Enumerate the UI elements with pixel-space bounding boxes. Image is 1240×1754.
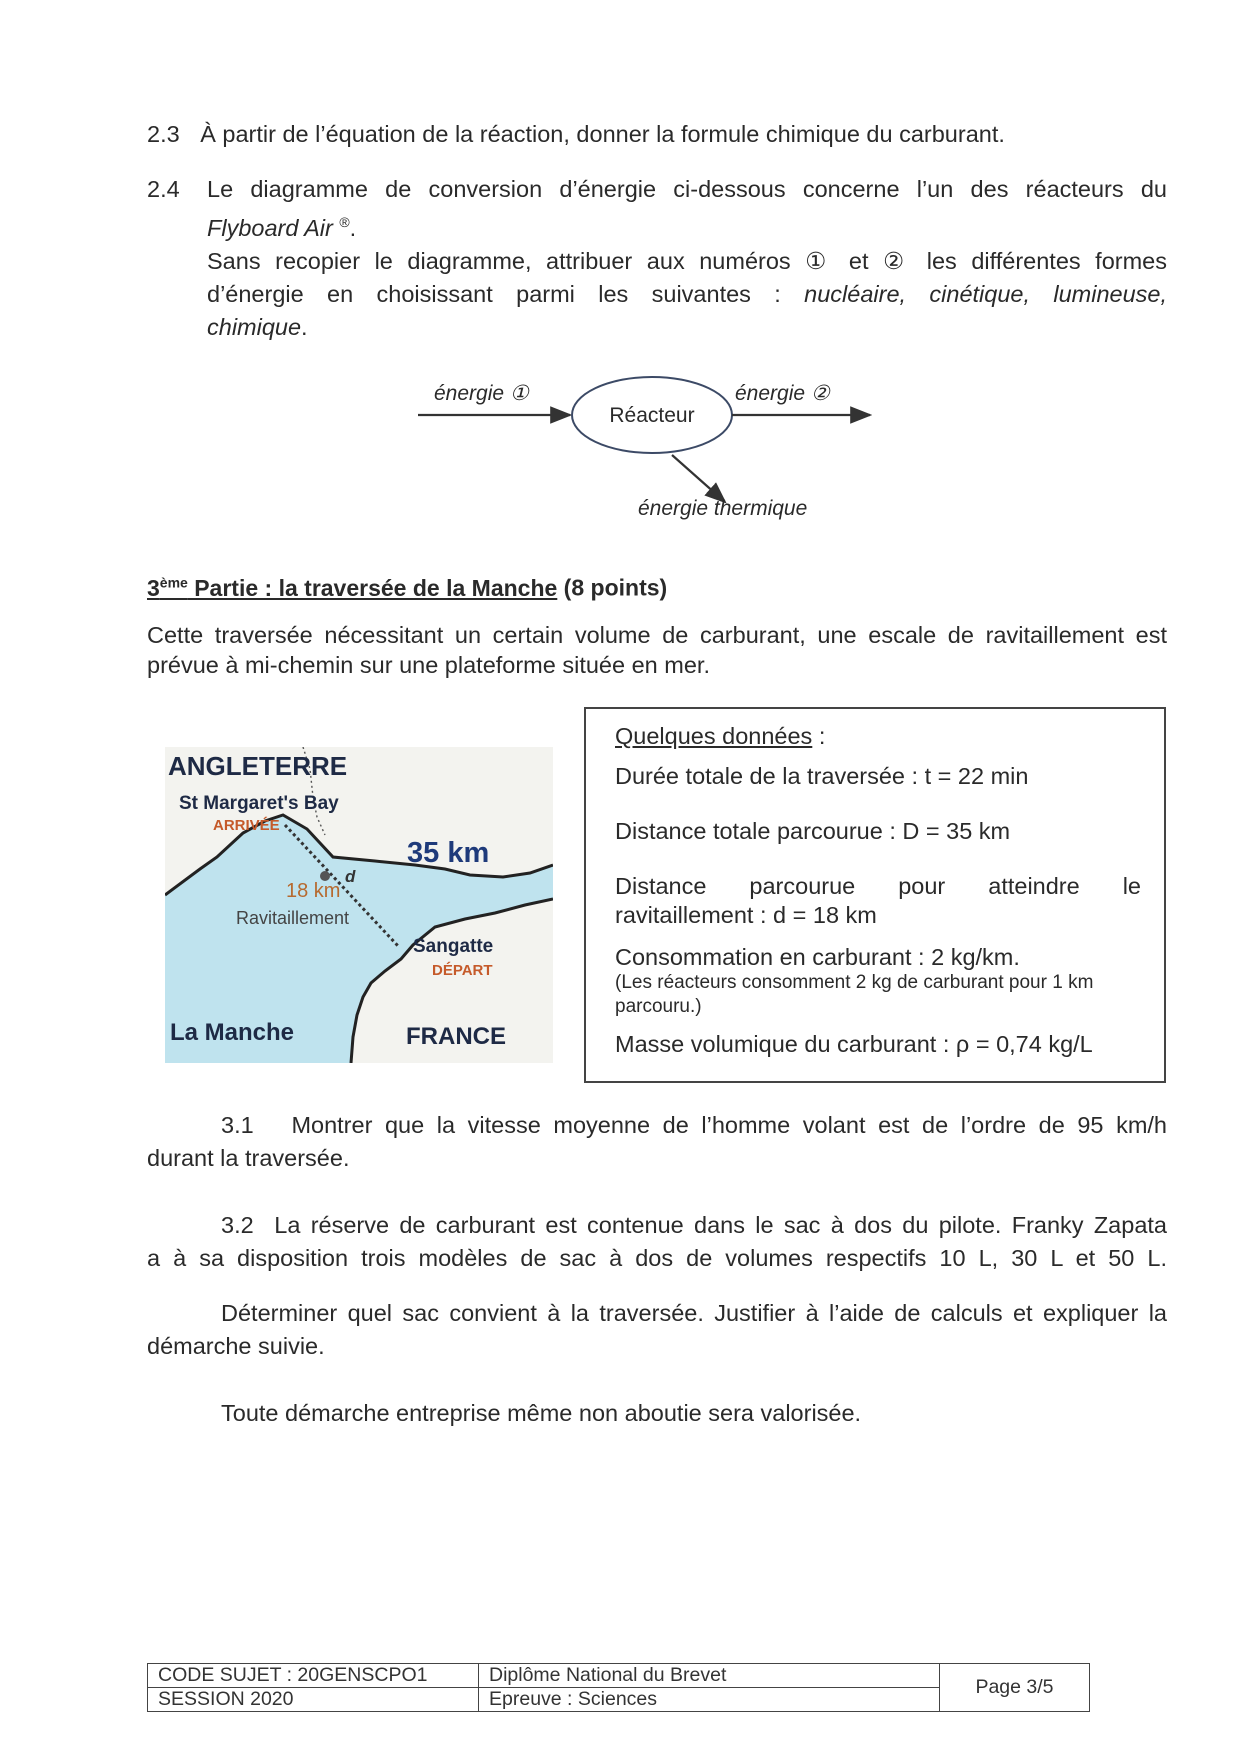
- footer-epreuve: Epreuve : Sciences: [479, 1688, 940, 1712]
- question-3-2-instruction: [147, 1297, 1167, 1363]
- question-2-4: [207, 173, 1167, 344]
- map-label-angleterre: ANGLETERRE: [168, 751, 348, 781]
- data-consumption: Consommation en carburant : 2 kg/km.: [615, 944, 1020, 970]
- map-label-18km: 18 km: [286, 880, 341, 902]
- question-3-1: [147, 1109, 1167, 1175]
- text: Sans recopier le diagramme, attribuer aux numéros: [207, 247, 791, 274]
- output-energy-label: énergie ②: [735, 382, 830, 405]
- question-3-2: [147, 1209, 1167, 1275]
- question-2-4-number: 2.4: [147, 176, 180, 202]
- input-energy-label: énergie ①: [434, 382, 529, 405]
- map-label-france: FRANCE: [406, 1023, 506, 1050]
- part3-intro: Cette traversée nécessitant un certain volume de carburant, une escale de ravitaillement est prévue à mi-chemin sur une plateforme située en mer.: [147, 622, 1167, 678]
- question-number: 3.1: [221, 1112, 254, 1138]
- question-text: La réserve de carburant est contenue dans le sac à dos du pilote. Franky Zapata: [274, 1212, 1167, 1238]
- data-duration: Durée totale de la traversée : t = 22 min: [615, 763, 1029, 789]
- question-line: durant la traversée.: [147, 1145, 350, 1171]
- question-line: [207, 278, 1167, 311]
- data-density: Masse volumique du carburant : ρ = 0,74 kg/L: [615, 1031, 1093, 1057]
- map-label-st-margaret: St Margaret's Bay: [179, 793, 339, 814]
- question-2-3: [147, 118, 1005, 151]
- text: les différentes formes: [926, 247, 1168, 274]
- part-points: (8 points): [557, 574, 668, 601]
- energy-options: nucléaire, cinétique, lumineuse,: [804, 280, 1167, 307]
- map-label-ravitaillement: Ravitaillement: [236, 908, 350, 928]
- map-label-sangatte: Sangatte: [413, 936, 494, 957]
- data-partial-distance-line2: ravitaillement : d = 18 km: [615, 902, 877, 928]
- question-line: Déterminer quel sac convient à la traversée. Justifier à l’aide de calculs et expliquer la: [221, 1300, 1167, 1326]
- map-label-manche: La Manche: [170, 1019, 295, 1046]
- question-line: a à sa disposition trois modèles de sac à dos de volumes respectifs 10 L, 30 L et 50 L.: [147, 1245, 1167, 1271]
- part-superscript: ème: [159, 574, 188, 590]
- data-consumption-note: (Les réacteurs consomment 2 kg de carburant pour 1 km parcouru.): [615, 972, 1094, 1017]
- data-box: [584, 707, 1166, 1083]
- circled-one: ①: [805, 247, 835, 274]
- data-title-text: Quelques données: [615, 723, 813, 749]
- data-total-distance: Distance totale parcourue : D = 35 km: [615, 818, 1011, 844]
- footer-diplome: Diplôme National du Brevet: [479, 1664, 940, 1688]
- question-text: Montrer que la vitesse moyenne de l’homme volant est de l’ordre de 95 km/h: [291, 1112, 1167, 1138]
- question-number: 3.2: [221, 1212, 254, 1238]
- question-text: À partir de l’équation de la réaction, donner la formule chimique du carburant.: [200, 121, 1005, 147]
- question-line: Le diagramme de conversion d’énergie ci-dessous concerne l’un des réacteurs du: [207, 176, 1167, 202]
- evaluation-note: Toute démarche entreprise même non aboutie sera valorisée.: [221, 1400, 862, 1426]
- data-box-title: [615, 721, 825, 751]
- question-number: 2.3: [147, 121, 180, 147]
- footer-page: Page 3/5: [940, 1664, 1090, 1712]
- map-label-distance: 35 km: [407, 837, 490, 869]
- thermal-arrow: [672, 455, 725, 502]
- circled-two: ②: [883, 247, 913, 274]
- question-line: [207, 311, 1167, 344]
- text: d’énergie en choisissant parmi les suivantes :: [207, 280, 781, 307]
- product-name: Flyboard Air: [207, 214, 333, 241]
- part3-heading: [147, 567, 667, 603]
- footer-session: SESSION 2020: [148, 1688, 479, 1712]
- map-label-arrivee: ARRIVÉE: [213, 817, 280, 834]
- map-label-depart: DÉPART: [432, 962, 493, 979]
- question-line: [147, 1109, 1167, 1142]
- text: et: [848, 247, 869, 274]
- question-line: démarche suivie.: [147, 1333, 325, 1359]
- question-line: [207, 245, 1167, 278]
- energy-option: chimique: [207, 313, 302, 340]
- reactor-label: Réacteur: [609, 404, 695, 427]
- punctuation: .: [301, 313, 308, 340]
- footer-code: CODE SUJET : 20GENSCPO1: [148, 1664, 479, 1688]
- part3-title: [147, 575, 557, 601]
- question-line: [147, 1209, 1167, 1242]
- channel-map: [165, 747, 553, 1063]
- energy-diagram: [400, 370, 900, 540]
- thermal-energy-label: énergie thermique: [638, 497, 808, 520]
- map-label-d: d: [345, 867, 356, 886]
- part-number: 3: [147, 574, 160, 601]
- data-title-colon: :: [812, 723, 826, 749]
- data-partial-distance-line1: Distance parcourue pour atteindre le: [615, 873, 1141, 899]
- punctuation: .: [349, 214, 357, 241]
- footer-table: [147, 1663, 1090, 1712]
- part-title-text: Partie : la traversée de la Manche: [187, 574, 558, 601]
- registered-mark: ®: [339, 214, 350, 230]
- question-line: [207, 206, 1167, 245]
